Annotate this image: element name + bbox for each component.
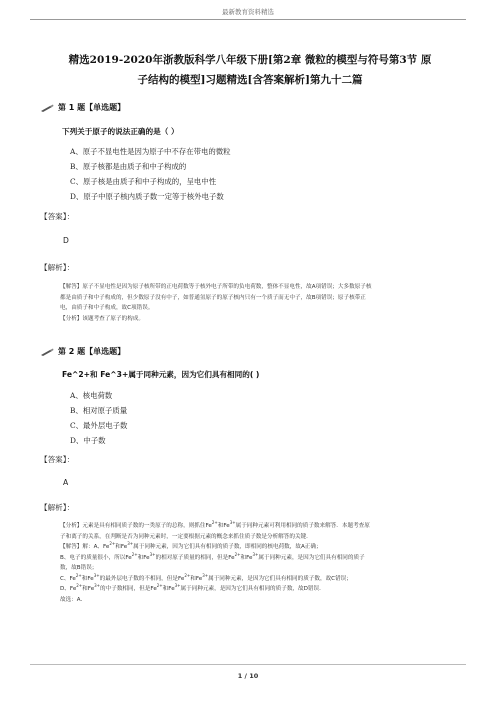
- q1-analysis: [60, 282, 460, 324]
- header-divider: [30, 19, 466, 20]
- q2-analysis-line-8: 故选：A．: [60, 596, 87, 603]
- q1-analysis-line-4: 【分析】该题考查了原子的构成。: [60, 315, 144, 322]
- q2-analysis-line-7: D、$Fe^{2+}$和$Fe^{3+}$的中子数相同，但是$Fe^{2+}$和$Fe^{3+}$属于同种元素，是因为它们具有相同的质子数，故D错误．: [60, 583, 325, 592]
- pen-icon: [40, 104, 54, 112]
- q1-analysis-label: 【解析】：: [40, 263, 75, 272]
- q2-analysis-line-3: 【解答】解：A、$Fe^{2+}$和$Fe^{3+}$属于同种元素，因为它们具有相同的质子数，即相同的核电荷数，故A正确；: [60, 541, 322, 550]
- q1-option-d: D、原子中原子核内质子数一定等于核外电子数: [70, 192, 224, 201]
- q1-answer-label: 【答案】：: [40, 212, 75, 221]
- q2-analysis-line-6: C、$Fe^{2+}$和$Fe^{3+}$的最外层电子数的不相同，但是$Fe^{2+}$和$Fe^{3+}$属于同种元素，是因为它们具有相同的质子数，故C错误；: [60, 572, 352, 582]
- q2-analysis-label: 【解析】：: [40, 503, 75, 512]
- q2-heading-text: 第 2 题【单选题】: [58, 347, 126, 356]
- q2-analysis: [60, 521, 460, 605]
- pen-icon: [40, 348, 54, 356]
- document-title: [40, 50, 460, 90]
- q1-analysis-line-1: 【解答】原子不显电性是因为原子核所带的正电荷数等于核外电子所带的负电荷数，整体不显电性，故A项错误；大多数原子核: [60, 284, 372, 290]
- header-text: 最新教育资料精选: [222, 8, 274, 16]
- q2-analysis-line-1: 【分析】元素是具有相同质子数的一类原子的总称，则抓住$Fe^{2+}$和$Fe^{3+}$属于同种元素可利用相同的质子数来解答．本题考查原: [60, 520, 370, 529]
- q2-stem: Fe^2+和 Fe^3+属于同种元素，因为它们具有相同的( ): [62, 370, 260, 379]
- q2-analysis-line-2: 子和离子的关系，在判断是否为同种元素时，一定要根据元素的概念来抓住质子数是分析解答的关键．: [60, 533, 312, 540]
- q2-answer: A: [63, 478, 69, 487]
- q2-analysis-line-4: B、电子的质量很小，所以$Fe^{2+}$和$Fe^{3+}$的相对原子质量的相同，但是$Fe^{2+}$和$Fe^{3+}$属于同种元素，是因为它们具有相同的质子: [60, 551, 365, 561]
- q1-heading: [40, 102, 125, 113]
- title-line-1: 精选2019-2020年浙教版科学八年级下册[第2章 微粒的模型与符号第3节 原: [68, 54, 432, 66]
- q1-analysis-line-2: 都是由质子和中子构成的，但少数原子没有中子，如普通氢原子的原子核内只有一个质子而无中子，故B项错误；原子核带正: [60, 294, 366, 301]
- q1-stem: 下列关于原子的说法正确的是（ ）: [62, 127, 179, 136]
- q2-analysis-line-5: 数，故B错误；: [60, 565, 98, 571]
- q1-option-a: A、原子不显电性是因为原子中不存在带电的微粒: [70, 147, 231, 156]
- q2-option-a: A、核电荷数: [70, 391, 113, 400]
- q2-option-b: B、相对原子质量: [70, 406, 128, 415]
- q2-option-c: C、最外层电子数: [70, 421, 128, 430]
- q2-heading: [40, 346, 125, 357]
- q1-analysis-line-3: 电，由质子和中子构成，故C项错误。: [60, 305, 154, 311]
- q2-answer-label: 【答案】：: [40, 455, 75, 464]
- page-number: 1 / 10: [237, 672, 259, 680]
- q1-heading-text: 第 1 题【单选题】: [58, 103, 126, 112]
- q2-option-d: D、中子数: [70, 436, 106, 445]
- q1-answer: D: [63, 236, 69, 245]
- footer-divider: [30, 664, 466, 665]
- q1-option-c: C、原子核是由质子和中子构成的，呈电中性: [70, 177, 217, 186]
- q1-option-b: B、原子核都是由质子和中子构成的: [70, 162, 187, 171]
- title-line-2: 子结构的模型]习题精选[含答案解析]第九十二篇: [137, 74, 363, 86]
